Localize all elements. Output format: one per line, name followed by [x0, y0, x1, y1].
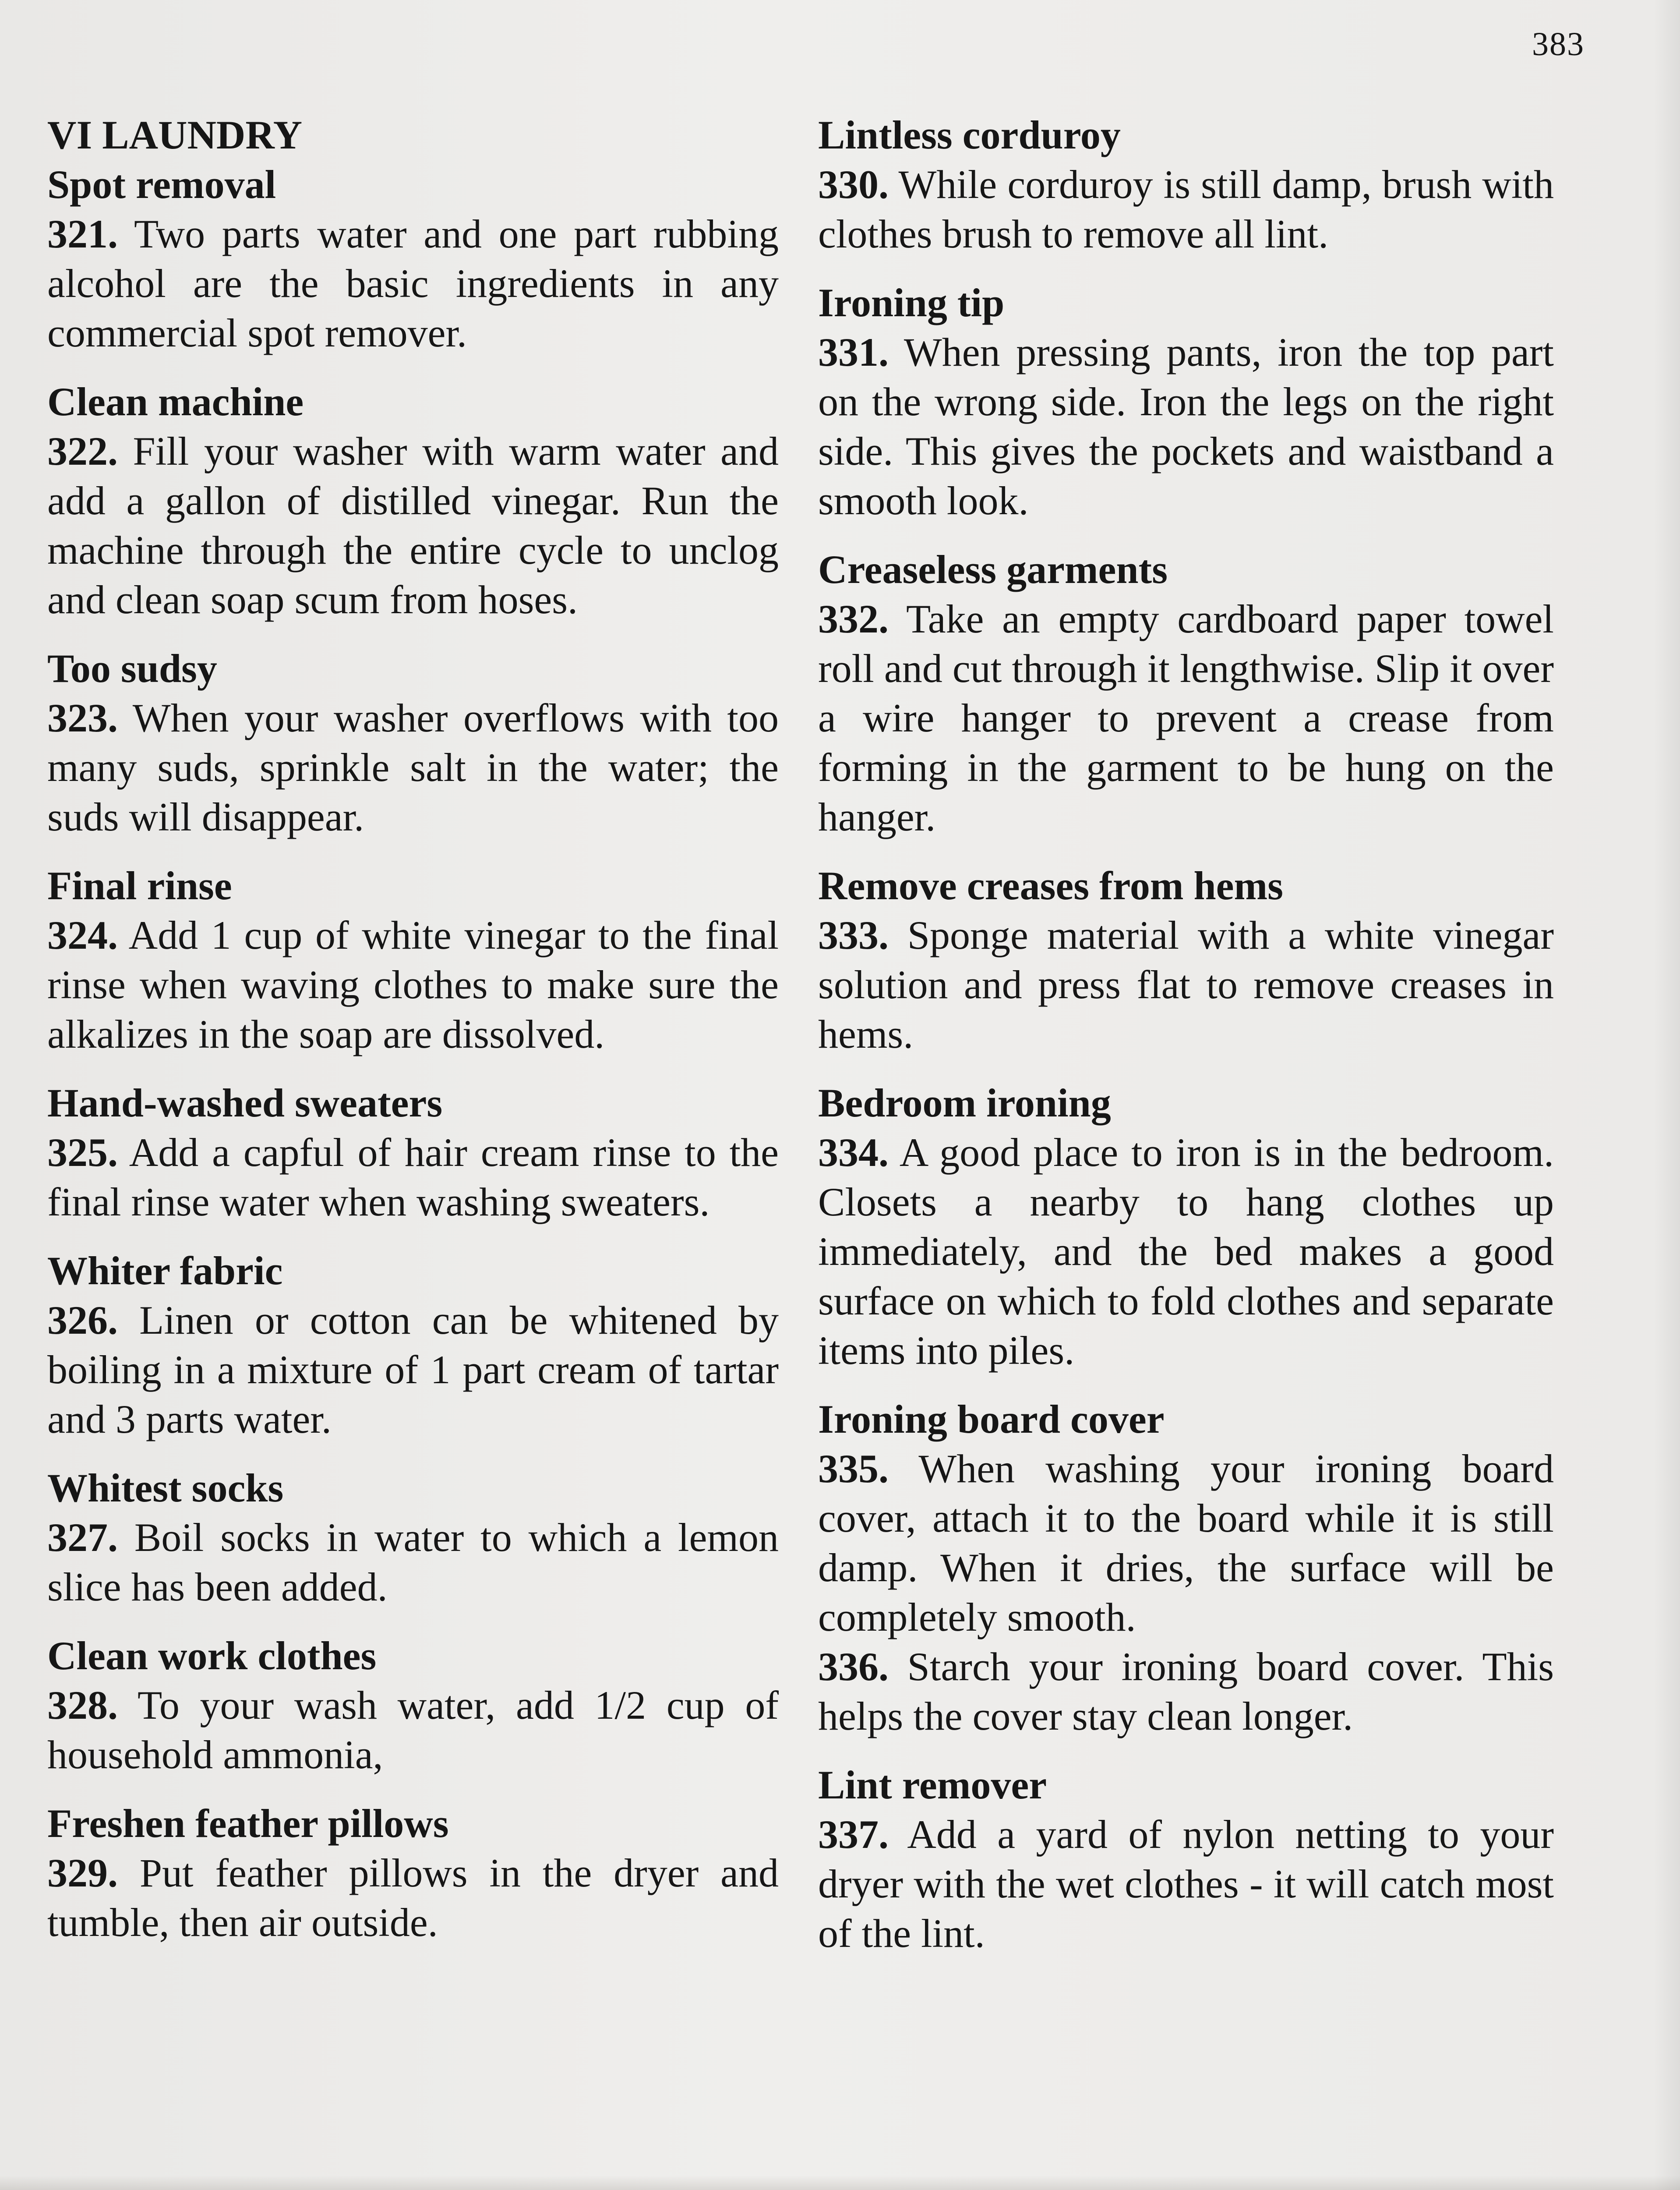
page-bottom-shadow [0, 2176, 1680, 2190]
right-column [818, 110, 1554, 1978]
tip-number: 335. [818, 1446, 889, 1491]
tip-text: Add a yard of nylon netting to your dryer with the wet clothes - it will catch most of the lint. [818, 1812, 1554, 1956]
tip-entry [818, 1642, 1554, 1741]
tip-heading: Too sudsy [47, 646, 217, 691]
tip-number: 332. [818, 597, 889, 641]
tip-body [47, 427, 779, 625]
tip-number: 328. [47, 1683, 118, 1727]
tip-text: Fill your washer with warm water and add a gallon of distilled vinegar. Run the machine through the entire cycle to unclog and clean soap scum from hoses. [47, 429, 779, 622]
tip-heading: Lintless corduroy [818, 113, 1121, 157]
tip-number: 322. [47, 429, 118, 473]
tip-entry [47, 1078, 779, 1227]
tip-entry [47, 1463, 779, 1612]
tip-text: A good place to iron is in the bedroom. Closets a nearby to hang clothes up immediately, and the bed makes a good surface on which to fold clothes and separate items into piles. [818, 1130, 1554, 1373]
tip-heading: Clean machine [47, 379, 304, 424]
tip-number: 327. [47, 1515, 118, 1560]
tip-body [47, 693, 779, 842]
tip-number: 336. [818, 1644, 889, 1689]
tip-text: Two parts water and one part rubbing alcohol are the basic ingredients in any commercial spot remover. [47, 212, 779, 355]
tip-heading: Hand-washed sweaters [47, 1081, 443, 1125]
tip-text: Boil socks in water to which a lemon slice has been added. [47, 1515, 779, 1609]
tip-number: 326. [47, 1298, 118, 1342]
tip-text: Linen or cotton can be whitened by boiling in a mixture of 1 part cream of tartar and 3 parts water. [47, 1298, 779, 1441]
tip-body [47, 1513, 779, 1612]
tip-heading: Freshen feather pillows [47, 1801, 449, 1846]
tip-text: Add a capful of hair cream rinse to the final rinse water when washing sweaters. [47, 1130, 779, 1224]
tip-text: When pressing pants, iron the top part on the wrong side. Iron the legs on the right side. This gives the pockets and waistband a smooth look. [818, 330, 1554, 523]
tip-entry [47, 1631, 779, 1780]
tip-entry [47, 377, 779, 625]
tip-entry [818, 545, 1554, 842]
tip-entry [47, 1246, 779, 1444]
tip-text: Put feather pillows in the dryer and tumble, then air outside. [47, 1851, 779, 1945]
page-edge-shadow [1654, 0, 1680, 2190]
tip-body [818, 594, 1554, 842]
tip-entry [47, 160, 779, 358]
tip-heading: Whitest socks [47, 1466, 284, 1510]
tip-text: Add 1 cup of white vinegar to the final rinse when waving clothes to make sure the alkalizes in the soap are dissolved. [47, 913, 779, 1056]
tip-entry [47, 861, 779, 1059]
tip-heading: Lint remover [818, 1763, 1047, 1807]
tip-number: 323. [47, 696, 118, 740]
tip-entry [818, 278, 1554, 526]
tip-number: 333. [818, 913, 889, 957]
tip-entry [818, 110, 1554, 259]
tip-heading: Bedroom ironing [818, 1081, 1111, 1125]
tip-number: 321. [47, 212, 118, 256]
tip-body [818, 1444, 1554, 1642]
tip-text: Take an empty cardboard paper towel roll and cut through it lengthwise. Slip it over a wire hanger to prevent a crease from forming in the garment to be hung on the hanger. [818, 597, 1554, 839]
tip-text: When washing your ironing board cover, attach it to the board while it is still damp. When it dries, the surface will be completely smooth. [818, 1446, 1554, 1639]
chapter-title: VI LAUNDRY [47, 113, 303, 157]
tip-number: 337. [818, 1812, 889, 1857]
tip-number: 325. [47, 1130, 118, 1175]
tip-heading: Clean work clothes [47, 1633, 377, 1678]
tip-text: When your washer overflows with too many suds, sprinkle salt in the water; the suds will disappear. [47, 696, 779, 839]
tip-body [818, 1810, 1554, 1958]
tip-text: Sponge material with a white vinegar solution and press flat to remove creases in hems. [818, 913, 1554, 1056]
tip-heading: Ironing tip [818, 280, 1005, 325]
tip-entry [47, 1799, 779, 1947]
tip-body [818, 160, 1554, 259]
tip-number: 329. [47, 1851, 118, 1895]
tip-body [47, 1128, 779, 1227]
tip-heading: Spot removal [47, 162, 276, 207]
page-number: 383 [1532, 26, 1585, 63]
tip-body [818, 1128, 1554, 1375]
tip-text: Starch your ironing board cover. This helps the cover stay clean longer. [818, 1644, 1554, 1738]
left-column [47, 110, 779, 1967]
tip-entry [47, 644, 779, 842]
tip-body [47, 1848, 779, 1947]
tip-body [47, 1296, 779, 1444]
tip-entry [818, 1078, 1554, 1375]
tip-body [818, 1642, 1554, 1741]
tip-heading: Remove creases from hems [818, 863, 1283, 908]
tip-number: 331. [818, 330, 889, 374]
tip-text: To your wash water, add 1/2 cup of household ammonia, [47, 1683, 779, 1777]
tip-text: While corduroy is still damp, brush with clothes brush to remove all lint. [818, 162, 1554, 256]
tip-heading: Final rinse [47, 863, 232, 908]
tip-number: 330. [818, 162, 889, 207]
tip-heading: Whiter fabric [47, 1248, 283, 1293]
tip-number: 334. [818, 1130, 889, 1175]
tip-body [818, 911, 1554, 1059]
tip-heading: Creaseless garments [818, 547, 1168, 592]
tip-body [47, 209, 779, 358]
tip-heading: Ironing board cover [818, 1397, 1165, 1441]
tip-number: 324. [47, 913, 118, 957]
tip-entry [818, 1760, 1554, 1958]
tip-entry [818, 1395, 1554, 1642]
tip-entry [818, 861, 1554, 1059]
tip-body [47, 911, 779, 1059]
tip-body [818, 328, 1554, 526]
tip-body [47, 1681, 779, 1780]
